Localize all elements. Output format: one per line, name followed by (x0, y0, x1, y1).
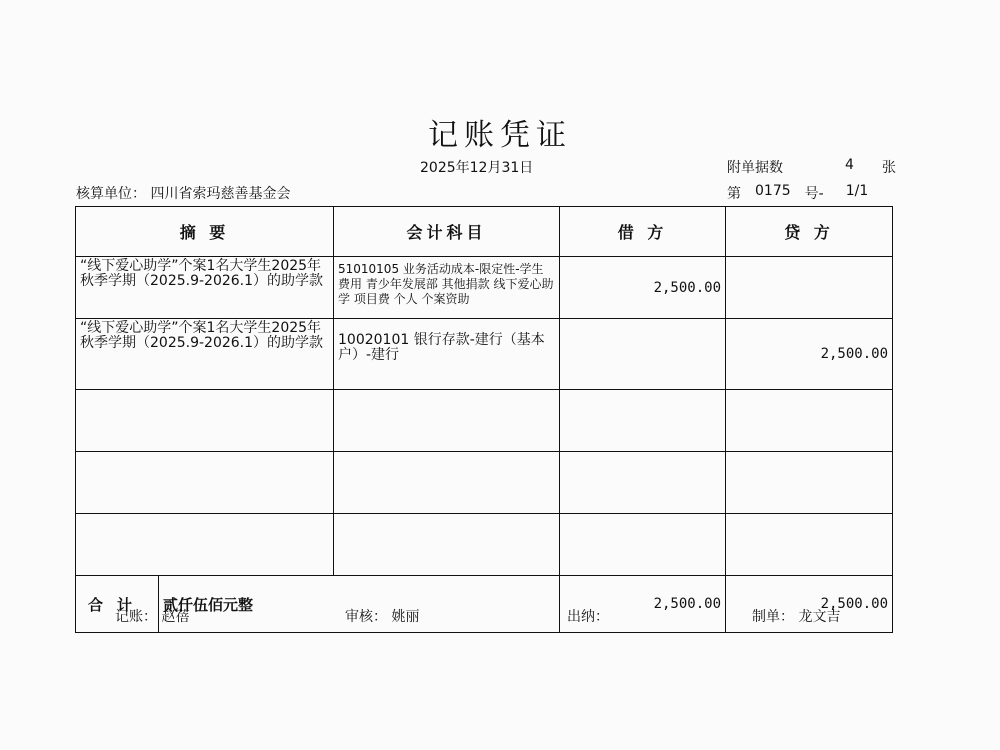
row-account (334, 390, 560, 452)
row-summary: “线下爱心助学”个案1名大学生2025年秋季学期（2025.9-2026.1）的助学款 (76, 257, 334, 319)
row-account (334, 452, 560, 514)
row-summary (76, 390, 334, 452)
signature-line (0, 606, 1000, 628)
row-credit: 2,500.00 (726, 319, 893, 390)
row-credit (726, 390, 893, 452)
bookkeeper: 记账： 赵蓓 (115, 609, 190, 625)
header-summary: 摘 要 (76, 207, 334, 257)
header-debit: 借 方 (560, 207, 726, 257)
row-summary: “线下爱心助学”个案1名大学生2025年秋季学期（2025.9-2026.1）的助学款 (76, 319, 334, 390)
row-credit (726, 452, 893, 514)
row-credit (726, 514, 893, 576)
table-header-row (76, 207, 893, 257)
table-row (76, 257, 893, 319)
row-account: 10020101 银行存款-建行（基本户）-建行 (334, 319, 560, 390)
voucher-page: 1/1 (845, 183, 869, 199)
reviewer: 审核： 姚丽 (345, 609, 420, 625)
row-debit: 2,500.00 (560, 257, 726, 319)
row-debit (560, 319, 726, 390)
total-credit: 2,500.00 (726, 576, 893, 633)
voucher-number-value: 0175 (755, 183, 791, 199)
table-row (76, 514, 893, 576)
row-debit (560, 452, 726, 514)
table-row (76, 390, 893, 452)
voucher-table (75, 206, 893, 633)
voucher-number (727, 183, 868, 203)
accounting-unit (76, 183, 290, 203)
row-credit (726, 257, 893, 319)
row-account: 51010105 业务活动成本-限定性-学生费用 青少年发展部 其他捐款 线下爱心助学 项目费 个人 个案资助 (334, 257, 560, 319)
row-debit (560, 514, 726, 576)
accounting-unit-label: 核算单位： (76, 186, 146, 202)
header-account: 会计科目 (334, 207, 560, 257)
row-summary (76, 452, 334, 514)
accounting-unit-name: 四川省索玛慈善基金会 (150, 186, 291, 202)
total-amount-words: 贰仟伍佰元整 (163, 595, 254, 614)
preparer: 制单： 龙文吉 (752, 609, 841, 625)
total-debit: 2,500.00 (560, 576, 726, 633)
row-summary (76, 514, 334, 576)
voucher-number-suffix: 号- (804, 186, 824, 202)
table-row (76, 319, 893, 390)
voucher-number-prefix: 第 (727, 186, 741, 202)
row-account (334, 514, 560, 576)
row-debit (560, 390, 726, 452)
attachment-count (727, 157, 896, 177)
attachment-label: 附单据数 (727, 160, 783, 176)
attachment-number: 4 (845, 157, 854, 173)
header-credit: 贷 方 (726, 207, 893, 257)
attachment-unit: 张 (882, 160, 896, 176)
cashier: 出纳： (567, 609, 609, 625)
total-label: 合计 (76, 576, 159, 632)
voucher-title: 记账凭证 (428, 118, 572, 153)
voucher-date: 2025年12月31日 (420, 160, 534, 176)
table-row (76, 452, 893, 514)
